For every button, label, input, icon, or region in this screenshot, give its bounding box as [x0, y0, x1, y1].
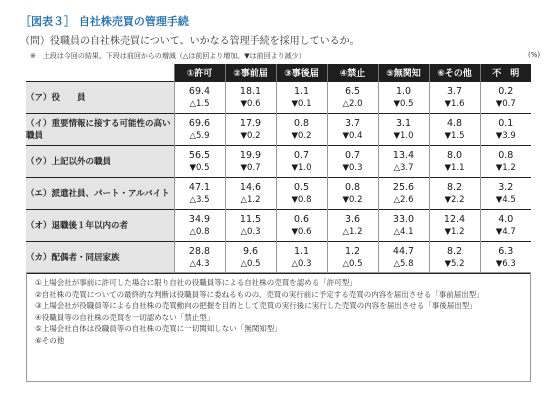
change-value: ▼4.7 [495, 226, 516, 237]
current-value: 33.0 [392, 213, 415, 225]
change-value: ▼0.5 [189, 162, 210, 173]
current-value: 3.7 [344, 117, 361, 129]
current-value: 34.9 [188, 213, 211, 225]
value-cell [480, 178, 531, 210]
change-value: ▼0.8 [291, 194, 312, 205]
value-cell [327, 178, 378, 210]
change-value: △0.3 [291, 258, 312, 269]
current-value: 3.6 [344, 213, 361, 225]
value-cell [429, 114, 480, 146]
current-value: 17.9 [239, 117, 262, 129]
change-value: △1.2 [240, 194, 261, 205]
value-cell [378, 146, 429, 178]
header-corner [26, 64, 174, 82]
current-value: 8.2 [446, 181, 463, 193]
footnote: ①上場会社が事前に許可した場合に限り自社の役職員等による自社株の売買を認める「許可型」 [35, 278, 357, 287]
current-value: 8.2 [446, 245, 463, 257]
current-value: 0.7 [293, 149, 310, 161]
value-cell [276, 178, 327, 210]
change-value: △0.3 [240, 226, 261, 237]
current-value: 28.8 [188, 245, 211, 257]
footnotes-box [26, 272, 531, 382]
value-cell [480, 210, 531, 242]
question-text: （問）役職員の自社株売買について、いかなる管理手続を採用しているか。 [20, 36, 360, 47]
results-table [26, 64, 531, 274]
current-value: 1.0 [395, 85, 412, 97]
value-cell [327, 146, 378, 178]
column-header: ①許可 [174, 64, 225, 82]
value-cell [429, 178, 480, 210]
row-label: （オ）退職後１年以内の者 [26, 210, 174, 242]
current-value: 25.6 [392, 181, 415, 193]
value-cell [225, 146, 276, 178]
current-value: 8.0 [446, 149, 463, 161]
change-value: △2.0 [342, 98, 363, 109]
value-cell [429, 210, 480, 242]
change-value: ▼3.9 [495, 130, 516, 141]
value-cell [429, 242, 480, 274]
change-value: △1.2 [342, 226, 363, 237]
value-cell [378, 178, 429, 210]
change-value: ▼2.2 [444, 194, 465, 205]
value-cell [225, 114, 276, 146]
current-value: 44.7 [392, 245, 415, 257]
current-value: 0.6 [293, 213, 310, 225]
change-value: ▼0.6 [240, 98, 261, 109]
current-value: 12.4 [443, 213, 466, 225]
current-value: 18.1 [239, 85, 262, 97]
value-cell [174, 114, 225, 146]
value-cell [327, 242, 378, 274]
change-value: ▼0.4 [342, 130, 363, 141]
current-value: 0.8 [293, 117, 310, 129]
current-value: 1.1 [293, 85, 310, 97]
current-value: 6.5 [344, 85, 361, 97]
value-cell [225, 82, 276, 114]
change-value: ▼0.3 [342, 162, 363, 173]
current-value: 1.2 [344, 245, 361, 257]
current-value: 0.2 [498, 85, 514, 97]
value-cell [327, 114, 378, 146]
value-cell [276, 114, 327, 146]
table-row [26, 210, 531, 242]
value-cell [480, 82, 531, 114]
header-row [26, 64, 531, 82]
table-row [26, 146, 531, 178]
current-value: 3.2 [498, 181, 514, 193]
change-value: △1.5 [189, 98, 210, 109]
change-value: ▼0.1 [291, 98, 312, 109]
change-value: △3.7 [393, 162, 414, 173]
current-value: 0.1 [498, 117, 514, 129]
footnote: ⑥その他 [35, 335, 65, 345]
current-value: 4.8 [446, 117, 463, 129]
current-value: 9.6 [242, 245, 259, 257]
value-cell [378, 210, 429, 242]
row-label: （カ）配偶者・同居家族 [26, 242, 174, 274]
current-value: 3.1 [395, 117, 412, 129]
current-value: 56.5 [188, 149, 211, 161]
value-cell [174, 210, 225, 242]
change-value: ▼1.2 [444, 226, 465, 237]
change-value: △0.5 [342, 258, 363, 269]
unit-label: (%) [528, 51, 541, 59]
change-value: ▼0.7 [495, 98, 516, 109]
change-value: ▼0.5 [393, 98, 414, 109]
change-value: △4.3 [189, 258, 210, 269]
footnote: ②自社株の売買についての最終的な判断は役職員等に委ねるものの、売買の実行前に予定する売買の内容を届出させる「事前届出型」 [35, 289, 484, 299]
change-value: ▼1.2 [495, 162, 516, 173]
change-value: ▼0.7 [240, 162, 261, 173]
table-row [26, 242, 531, 274]
current-value: 4.0 [498, 213, 514, 225]
current-value: 69.6 [188, 117, 211, 129]
column-header: ③事後届 [276, 64, 327, 82]
change-value: ▼4.5 [495, 194, 516, 205]
value-cell [276, 242, 327, 274]
change-value: △0.8 [189, 226, 210, 237]
value-cell [174, 178, 225, 210]
row-label: （イ）重要情報に接する可能性の高い職員 [26, 114, 174, 146]
footnote: ⑤上場会社自体は役職員等の自社株の売買に一切関知しない「無関知型」 [35, 324, 282, 333]
current-value: 14.6 [239, 181, 262, 193]
change-value: △0.5 [240, 258, 261, 269]
change-value: ▼0.6 [291, 226, 312, 237]
current-value: 0.8 [344, 181, 361, 193]
value-cell [378, 114, 429, 146]
value-cell [225, 242, 276, 274]
value-cell [378, 82, 429, 114]
legend-note: ※ 上段は今回の結果、下段は前回からの増減（△は前回より増加、▼は前回より減少） [30, 52, 306, 60]
change-value: △5.8 [393, 258, 414, 269]
current-value: 0.7 [344, 149, 361, 161]
current-value: 0.5 [293, 181, 310, 193]
value-cell [174, 82, 225, 114]
row-label: （ア）役 員 [26, 82, 174, 114]
current-value: 6.3 [498, 245, 514, 257]
value-cell [429, 82, 480, 114]
current-value: 1.1 [293, 245, 310, 257]
value-cell [378, 242, 429, 274]
footnote: ③上場会社が役職員等による自社株の売買動向の把握を目的として売買の実行後に実行した売買の内容を届出させる「事後届出型」 [35, 301, 477, 310]
value-cell [480, 146, 531, 178]
value-cell [174, 146, 225, 178]
change-value: ▼6.3 [495, 258, 516, 269]
chart-title: ［図表３］ 自社株売買の管理手続 [20, 15, 189, 28]
column-header: ②事前届 [225, 64, 276, 82]
current-value: 3.7 [446, 85, 463, 97]
table-row [26, 114, 531, 146]
current-value: 13.4 [392, 149, 415, 161]
current-value: 0.8 [498, 149, 514, 161]
value-cell [276, 146, 327, 178]
value-cell [225, 178, 276, 210]
table-row [26, 178, 531, 210]
change-value: ▼1.1 [444, 162, 465, 173]
change-value: ▼0.2 [291, 130, 312, 141]
change-value: △5.9 [189, 130, 210, 141]
change-value: ▼1.0 [393, 130, 414, 141]
change-value: △2.6 [393, 194, 414, 205]
value-cell [480, 114, 531, 146]
current-value: 47.1 [188, 181, 211, 193]
value-cell [327, 82, 378, 114]
value-cell [276, 82, 327, 114]
change-value: ▼1.0 [291, 162, 312, 173]
column-header: 不 明 [480, 64, 531, 82]
change-value: ▼0.2 [342, 194, 363, 205]
current-value: 69.4 [188, 85, 211, 97]
value-cell [276, 210, 327, 242]
value-cell [225, 210, 276, 242]
column-header: ④禁止 [327, 64, 378, 82]
change-value: ▼1.5 [444, 130, 465, 141]
row-label: （エ）派遣社員、パート・アルバイト [26, 178, 174, 210]
change-value: ▼1.6 [444, 98, 465, 109]
value-cell [327, 210, 378, 242]
value-cell [480, 242, 531, 274]
change-value: △4.1 [393, 226, 414, 237]
value-cell [429, 146, 480, 178]
current-value: 19.9 [239, 149, 262, 161]
current-value: 11.5 [239, 213, 262, 225]
footnote: ④役職員等の自社株の売買を一切認めない「禁止型」 [35, 312, 215, 322]
column-header: ⑤無関知 [378, 64, 429, 82]
change-value: △3.5 [189, 194, 210, 205]
column-header: ⑥その他 [429, 64, 480, 82]
change-value: ▼5.2 [444, 258, 465, 269]
row-label: （ウ）上記以外の職員 [26, 146, 174, 178]
table-row [26, 82, 531, 114]
change-value: ▼0.2 [240, 130, 261, 141]
value-cell [174, 242, 225, 274]
